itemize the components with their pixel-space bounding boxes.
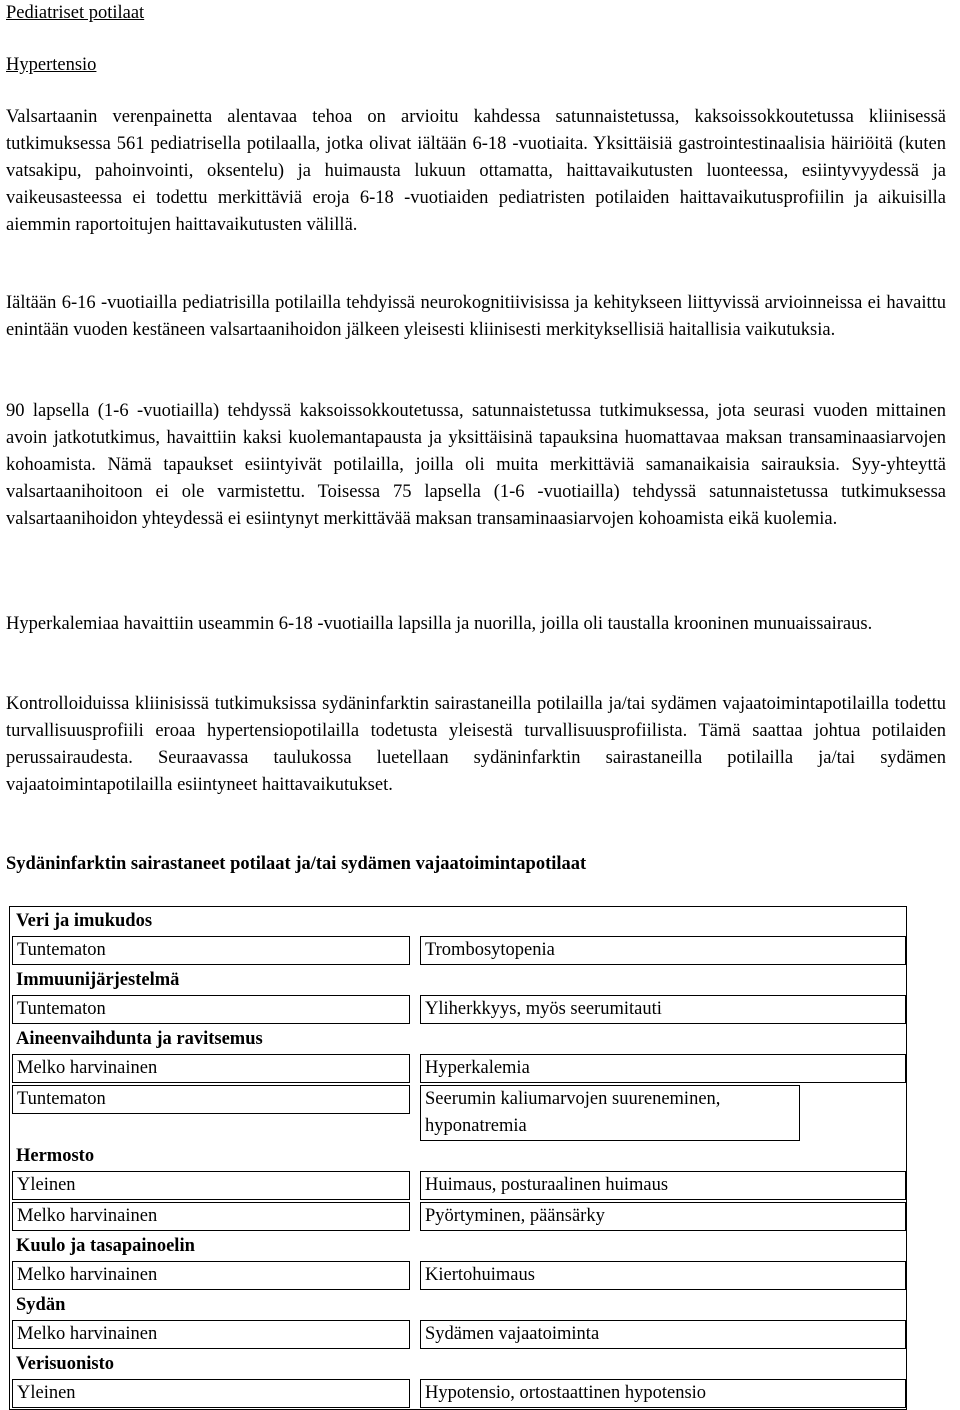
category-label: Aineenvaihdunta ja ravitsemus [16, 1029, 263, 1049]
table-row [10, 1378, 907, 1410]
adverse-reactions-table [9, 906, 907, 1410]
category-label: Sydän [16, 1295, 66, 1315]
table-row [10, 1084, 907, 1142]
page-title: Pediatriset potilaat [6, 3, 145, 23]
category-label: Verisuonisto [16, 1354, 115, 1374]
table-category-row [10, 907, 907, 936]
frequency-cell: Melko harvinainen [12, 1261, 410, 1290]
frequency-cell: Melko harvinainen [12, 1320, 410, 1349]
frequency-cell: Melko harvinainen [12, 1054, 410, 1083]
frequency-cell: Yleinen [12, 1171, 410, 1200]
reaction-cell: Hyperkalemia [420, 1054, 906, 1083]
paragraph: Valsartaanin verenpainetta alentavaa tehoa on arvioitu kahdessa satunnaistetussa, kaksoissokkoutetussa kliinisessä tutkimuksessa 561 pediatrisella potilaalla, jotka olivat iältään 6-18 -vuotiaita. Yksittäisiä gastrointestinaalisia häiriöitä (kuten vatsakipu, pahoinvointi, oksentelu) ja huimausta lukuun ottamatta, haittavaikutusten luonteessa, esiintyvyydessä ja vaikeusasteessa ei todettu merkittäviä eroja 6-18 -vuotiaiden pediatristen potilaiden haittavaikutusprofiilin ja aikuisilla aiemmin raportoitujen haittavaikutusten välillä. [6, 107, 946, 235]
category-label: Hermosto [16, 1146, 95, 1166]
table-row [10, 935, 907, 966]
table-category-row [10, 1142, 907, 1170]
reaction-cell: Hypotensio, ortostaattinen hypotensio [420, 1379, 906, 1408]
reaction-cell: Kiertohuimaus [420, 1261, 906, 1290]
frequency-cell: Yleinen [12, 1379, 410, 1408]
table-heading: Sydäninfarktin sairastaneet potilaat ja/tai sydämen vajaatoimintapotilaat [6, 854, 587, 874]
frequency-cell: Tuntematon [12, 936, 410, 965]
table-row [10, 1319, 907, 1350]
table-category-row [10, 1025, 907, 1053]
reaction-cell: Huimaus, posturaalinen huimaus [420, 1171, 906, 1200]
reaction-cell: Trombosytopenia [420, 936, 906, 965]
section-subtitle: Hypertensio [6, 55, 97, 75]
table-row [10, 994, 907, 1025]
reaction-cell: Yliherkkyys, myös seerumitauti [420, 995, 906, 1024]
reaction-cell: Sydämen vajaatoiminta [420, 1320, 906, 1349]
table-row [10, 1260, 907, 1291]
table-row [10, 1053, 907, 1084]
paragraph: Iältään 6-16 -vuotiailla pediatrisilla potilailla tehdyissä neurokognitiivisissa ja kehitykseen liittyvissä arvioinneissa ei havaittu enintään vuoden kestäneen valsartaanihoidon jälkeen yleisesti kliinisesti merkityksellisiä haitallisia vaikutuksia. [6, 293, 946, 340]
table-category-row [10, 1232, 907, 1260]
table-row [10, 1170, 907, 1201]
category-label: Kuulo ja tasapainoelin [16, 1236, 195, 1256]
reaction-cell: Seerumin kaliumarvojen suureneminen, hyponatremia [420, 1085, 800, 1141]
paragraph: 90 lapsella (1-6 -vuotiailla) tehdyssä kaksoissokkoutetussa, satunnaistetussa tutkimuksessa, jota seurasi vuoden mittainen avoin jatkotutkimus, havaittiin kaksi kuolemantapausta ja yksittäisinä tapauksina huomattavaa maksan transaminaasiarvojen kohoamista. Nämä tapaukset esiintyivät potilailla, joilla oli muita merkittäviä samanaikaisia sairauksia. Syy-yhteyttä valsartaanihoitoon ei ole varmistettu. Toisessa 75 lapsella (1-6 -vuotiailla) tehdyssä satunnaistetussa tutkimuksessa valsartaanihoidon yhteydessä ei esiintynyt merkittävää maksan transaminaasiarvojen kohoamista eikä kuolemia. [6, 401, 946, 529]
category-label: Veri ja imukudos [16, 911, 153, 931]
category-label: Immuunijärjestelmä [16, 970, 180, 990]
table-row [10, 1201, 907, 1232]
table-category-row [10, 966, 907, 994]
frequency-cell: Melko harvinainen [12, 1202, 410, 1231]
paragraph: Kontrolloiduissa kliinisissä tutkimuksissa sydäninfarktin sairastaneilla potilailla ja/tai sydämen vajaatoimintapotilailla todettu turvallisuusprofiili eroaa hypertensiopotilailla todetusta yleisestä turvallisuusprofiilista. Tämä saattaa johtua potilaiden perussairaudesta. Seuraavassa taulukossa luetellaan sydäninfarktin sairastaneilla potilailla ja/tai sydämen vajaatoimintapotilailla esiintyneet haittavaikutukset. [6, 694, 946, 795]
table-category-row [10, 1350, 907, 1378]
frequency-cell: Tuntematon [12, 995, 410, 1024]
paragraph: Hyperkalemiaa havaittiin useammin 6-18 -vuotiailla lapsilla ja nuorilla, joilla oli taustalla krooninen munuaissairaus. [6, 614, 873, 634]
frequency-cell: Tuntematon [12, 1085, 410, 1114]
reaction-cell: Pyörtyminen, päänsärky [420, 1202, 906, 1231]
table-category-row [10, 1291, 907, 1319]
